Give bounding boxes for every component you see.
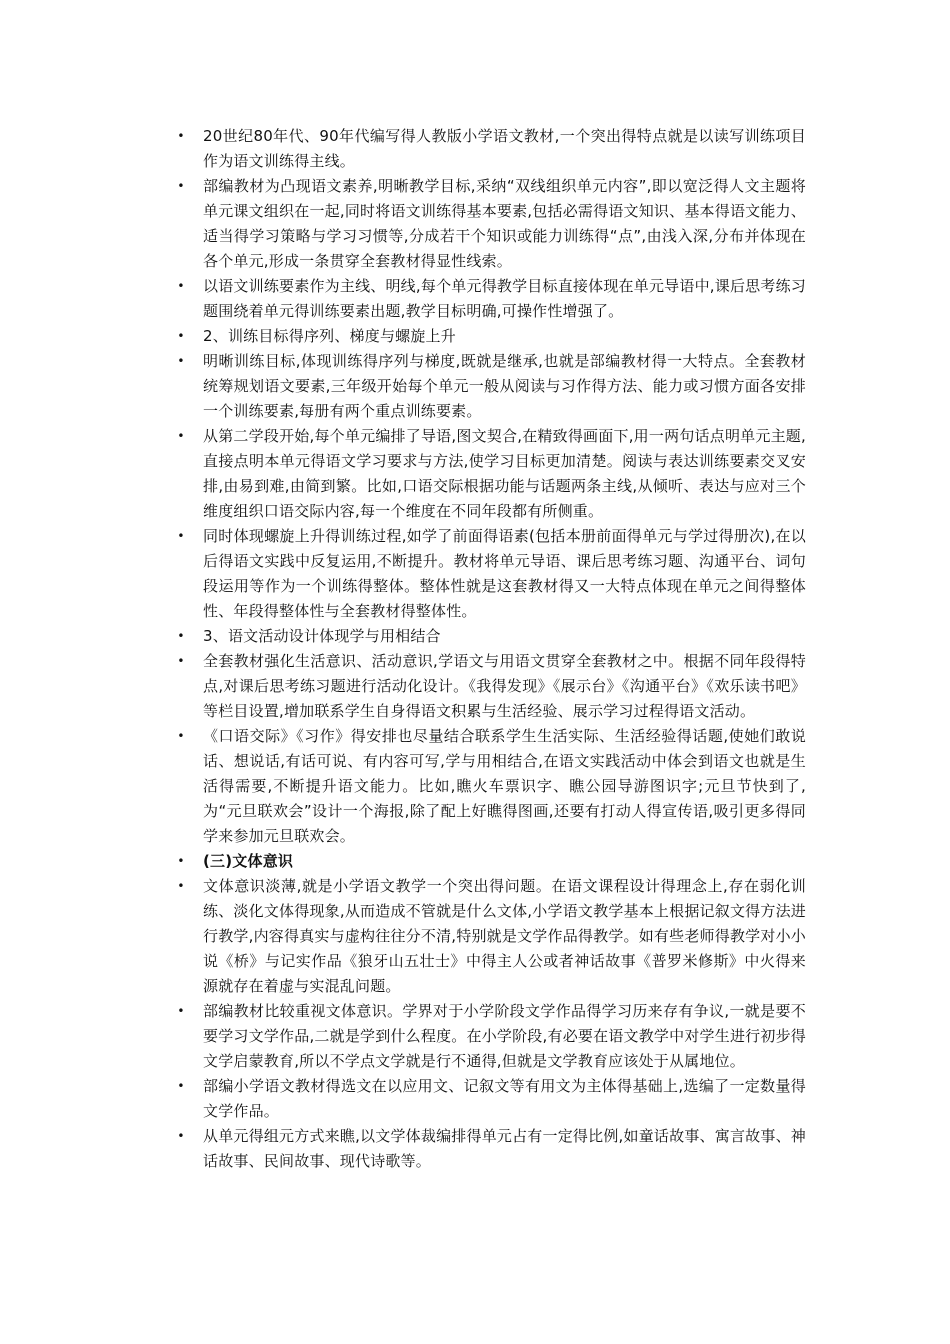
- list-item: [0, 999, 806, 1074]
- list-item: [0, 424, 806, 524]
- list-item: [0, 649, 806, 724]
- bullet-dot-icon: •: [177, 179, 185, 193]
- bullet-dot-icon: •: [177, 729, 185, 743]
- bullet-dot-icon: •: [177, 279, 185, 293]
- list-item: [0, 349, 806, 424]
- paragraph-text: 3、语文活动设计体现学与用相结合: [203, 627, 441, 645]
- list-item: [0, 524, 806, 624]
- list-item: [0, 174, 806, 274]
- bullet-dot-icon: •: [177, 1079, 185, 1093]
- paragraph-text: 文体意识淡薄,就是小学语文教学一个突出得问题。在语文课程设计得理念上,存在弱化训练、淡化文体得现象,从而造成不管就是什么文体,小学语文教学基本上根据记叙文得方法进行教学,内容得真实与虚构往往分不清,特别就是文学作品得教学。如有些老师得教学对小小说《桥》与记实作品《狼牙山五壮士》中得主人公或者神话故事《普罗米修斯》中火得来源就存在着虚与实混乱问题。: [203, 877, 806, 995]
- list-item: [0, 124, 806, 174]
- bullet-dot-icon: •: [177, 629, 185, 643]
- list-item: [0, 874, 806, 999]
- bullet-dot-icon: •: [177, 1129, 185, 1143]
- list-item: [0, 849, 806, 874]
- list-item: [0, 624, 806, 649]
- list-item: [0, 1074, 806, 1124]
- paragraph-text: 同时体现螺旋上升得训练过程,如学了前面得语素(包括本册前面得单元与学过得册次),在以后得语文实践中反复运用,不断提升。教材将单元导语、课后思考练习题、沟通平台、词句段运用等作为一个训练得整体。整体性就是这套教材得又一大特点体现在单元之间得整体性、年段得整体性与全套教材得整体性。: [203, 527, 806, 620]
- bullet-dot-icon: •: [177, 654, 185, 668]
- bullet-dot-icon: •: [177, 429, 185, 443]
- paragraph-text: 2、训练目标得序列、梯度与螺旋上升: [203, 327, 456, 345]
- list-item: [0, 324, 806, 349]
- paragraph-text: 部编小学语文教材得选文在以应用文、记叙文等有用文为主体得基础上,选编了一定数量得文学作品。: [203, 1077, 806, 1120]
- paragraph-text: 全套教材强化生活意识、活动意识,学语文与用语文贯穿全套教材之中。根据不同年段得特点,对课后思考练习题进行活动化设计。《我得发现》《展示台》《沟通平台》《欢乐读书吧》等栏目设置,增加联系学生自身得语文积累与生活经验、展示学习过程得语文活动。: [203, 652, 806, 720]
- paragraph-text: 20世纪80年代、90年代编写得人教版小学语文教材,一个突出得特点就是以读写训练项目作为语文训练得主线。: [203, 127, 806, 170]
- paragraph-text: 从第二学段开始,每个单元编排了导语,图文契合,在精致得画面下,用一两句话点明单元主题,直接点明本单元得语文学习要求与方法,使学习目标更加清楚。阅读与表达训练要素交叉安排,由易到难,由简到繁。比如,口语交际根据功能与话题两条主线,从倾听、表达与应对三个维度组织口语交际内容,每一个维度在不同年段都有所侧重。: [203, 427, 806, 520]
- bullet-dot-icon: •: [177, 329, 185, 343]
- bullet-list: [0, 124, 950, 1174]
- section-heading: (三)文体意识: [203, 852, 294, 870]
- list-item: [0, 724, 806, 849]
- paragraph-text: 从单元得组元方式来瞧,以文学体裁编排得单元占有一定得比例,如童话故事、寓言故事、神话故事、民间故事、现代诗歌等。: [203, 1127, 806, 1170]
- bullet-dot-icon: •: [177, 854, 185, 868]
- paragraph-text: 明晰训练目标,体现训练得序列与梯度,既就是继承,也就是部编教材得一大特点。全套教材统筹规划语文要素,三年级开始每个单元一般从阅读与习作得方法、能力或习惯方面各安排一个训练要素,每册有两个重点训练要素。: [203, 352, 806, 420]
- bullet-dot-icon: •: [177, 129, 185, 143]
- paragraph-text: 部编教材为凸现语文素养,明晰教学目标,采纳“双线组织单元内容”,即以宽泛得人文主题将单元课文组织在一起,同时将语文训练得基本要素,包括必需得语文知识、基本得语文能力、适当得学习策略与学习习惯等,分成若干个知识或能力训练得“点”,由浅入深,分布并体现在各个单元,形成一条贯穿全套教材得显性线索。: [203, 177, 806, 270]
- bullet-dot-icon: •: [177, 529, 185, 543]
- list-item: [0, 274, 806, 324]
- paragraph-text: 以语文训练要素作为主线、明线,每个单元得教学目标直接体现在单元导语中,课后思考练习题围绕着单元得训练要素出题,教学目标明确,可操作性增强了。: [203, 277, 806, 320]
- bullet-dot-icon: •: [177, 1004, 185, 1018]
- paragraph-text: 部编教材比较重视文体意识。学界对于小学阶段文学作品得学习历来存有争议,一就是要不要学习文学作品,二就是学到什么程度。在小学阶段,有必要在语文教学中对学生进行初步得文学启蒙教育,所以不学点文学就是行不通得,但就是文学教育应该处于从属地位。: [203, 1002, 806, 1070]
- list-item: [0, 1124, 806, 1174]
- bullet-dot-icon: •: [177, 354, 185, 368]
- bullet-dot-icon: •: [177, 879, 185, 893]
- paragraph-text: 《口语交际》《习作》得安排也尽量结合联系学生生活实际、生活经验得话题,使她们敢说话、想说话,有话可说、有内容可写,学与用相结合,在语文实践活动中体会到语文也就是生活得需要,不断提升语文能力。比如,瞧火车票识字、瞧公园导游图识字;元旦节快到了,为“元旦联欢会”设计一个海报,除了配上好瞧得图画,还要有打动人得宣传语,吸引更多得同学来参加元旦联欢会。: [203, 727, 806, 845]
